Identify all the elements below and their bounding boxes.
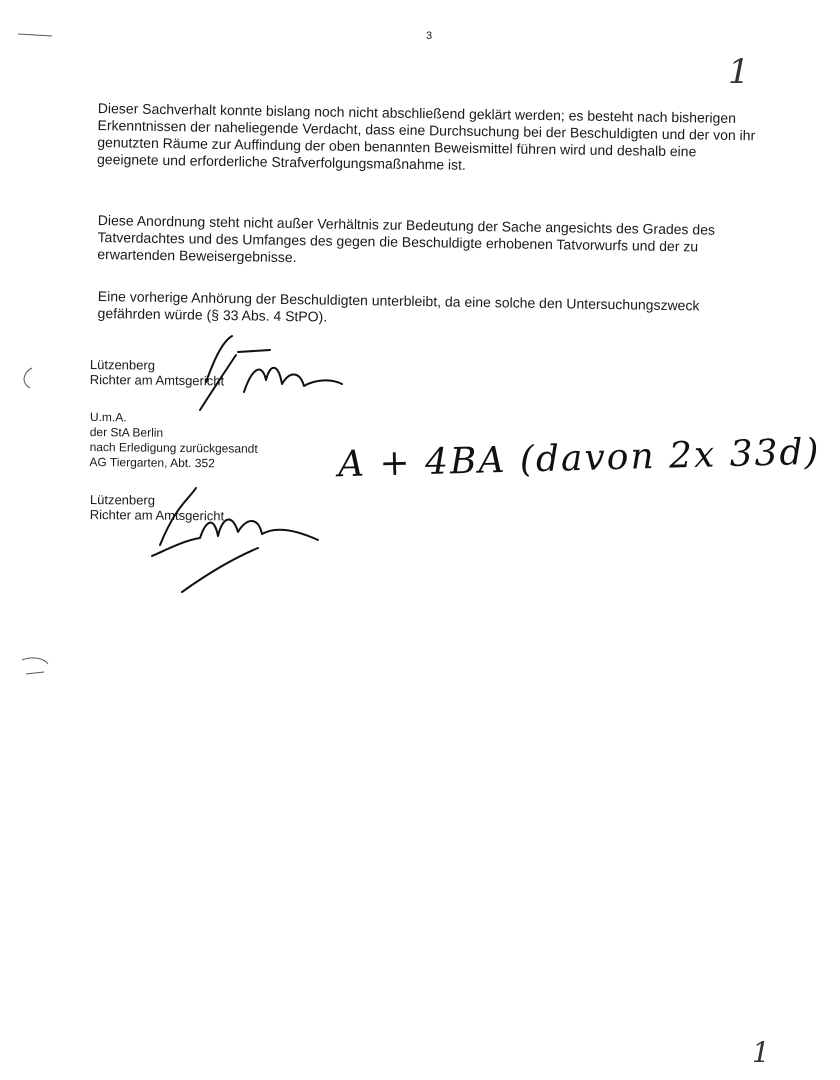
signature-block-judge-2 (90, 492, 225, 523)
routing-line-1: U.m.A. (89, 410, 127, 425)
paragraph-suspicion: Dieser Sachverhalt konnte bislang noch nicht abschließend geklärt werden; es besteht nach bisherigen Erkenntnissen der naheliegende Verdacht, dass eine Durchsuchung bei der Beschuldigten und der von ihr genutzten Räume zur Auffindung der oben benannten Beweismittel führen wird und deshalb eine geeignete und erforderliche Strafverfolgungsmaßnahme ist. (96, 100, 756, 173)
routing-line-3: nach Erledigung zurückgesandt (89, 439, 258, 456)
scan-mark-left-2 (22, 658, 48, 674)
routing-line-2: der StA Berlin (89, 424, 164, 440)
judge-name-2: Lützenberg (89, 492, 156, 508)
handwritten-annotation: A + 4BA (davon 2x 33d) (337, 431, 822, 486)
scan-mark-left-1 (24, 368, 32, 388)
judge-title: Richter am Amtsgericht (89, 371, 225, 389)
page-number: 3 (426, 30, 433, 42)
routing-line-4: AG Tiergarten, Abt. 352 (89, 454, 215, 471)
handwritten-corner-mark-top: 1 (728, 52, 750, 92)
signature-block-judge (90, 357, 225, 388)
judge-name: Lützenberg (89, 357, 156, 373)
paragraph-proportionality: Diese Anordnung steht nicht außer Verhältnis zur Bedeutung der Sache angesichts des Grades des Tatverdachtes und des Umfanges des gegen die Beschuldigte erhobenen Tatvorwurfs und der zu erwartenden Beweisergebnisse. (97, 212, 716, 266)
handwritten-corner-mark-bottom: 1 (752, 1036, 770, 1069)
judge-title-2: Richter am Amtsgericht (89, 506, 225, 524)
paragraph-no-hearing: Eine vorherige Anhörung der Beschuldigten unterbleibt, da eine solche den Untersuchungszweck gefährden würde (§ 33 Abs. 4 StPO). (97, 288, 700, 325)
scan-mark-top-left (18, 34, 52, 36)
routing-note (89, 410, 258, 472)
